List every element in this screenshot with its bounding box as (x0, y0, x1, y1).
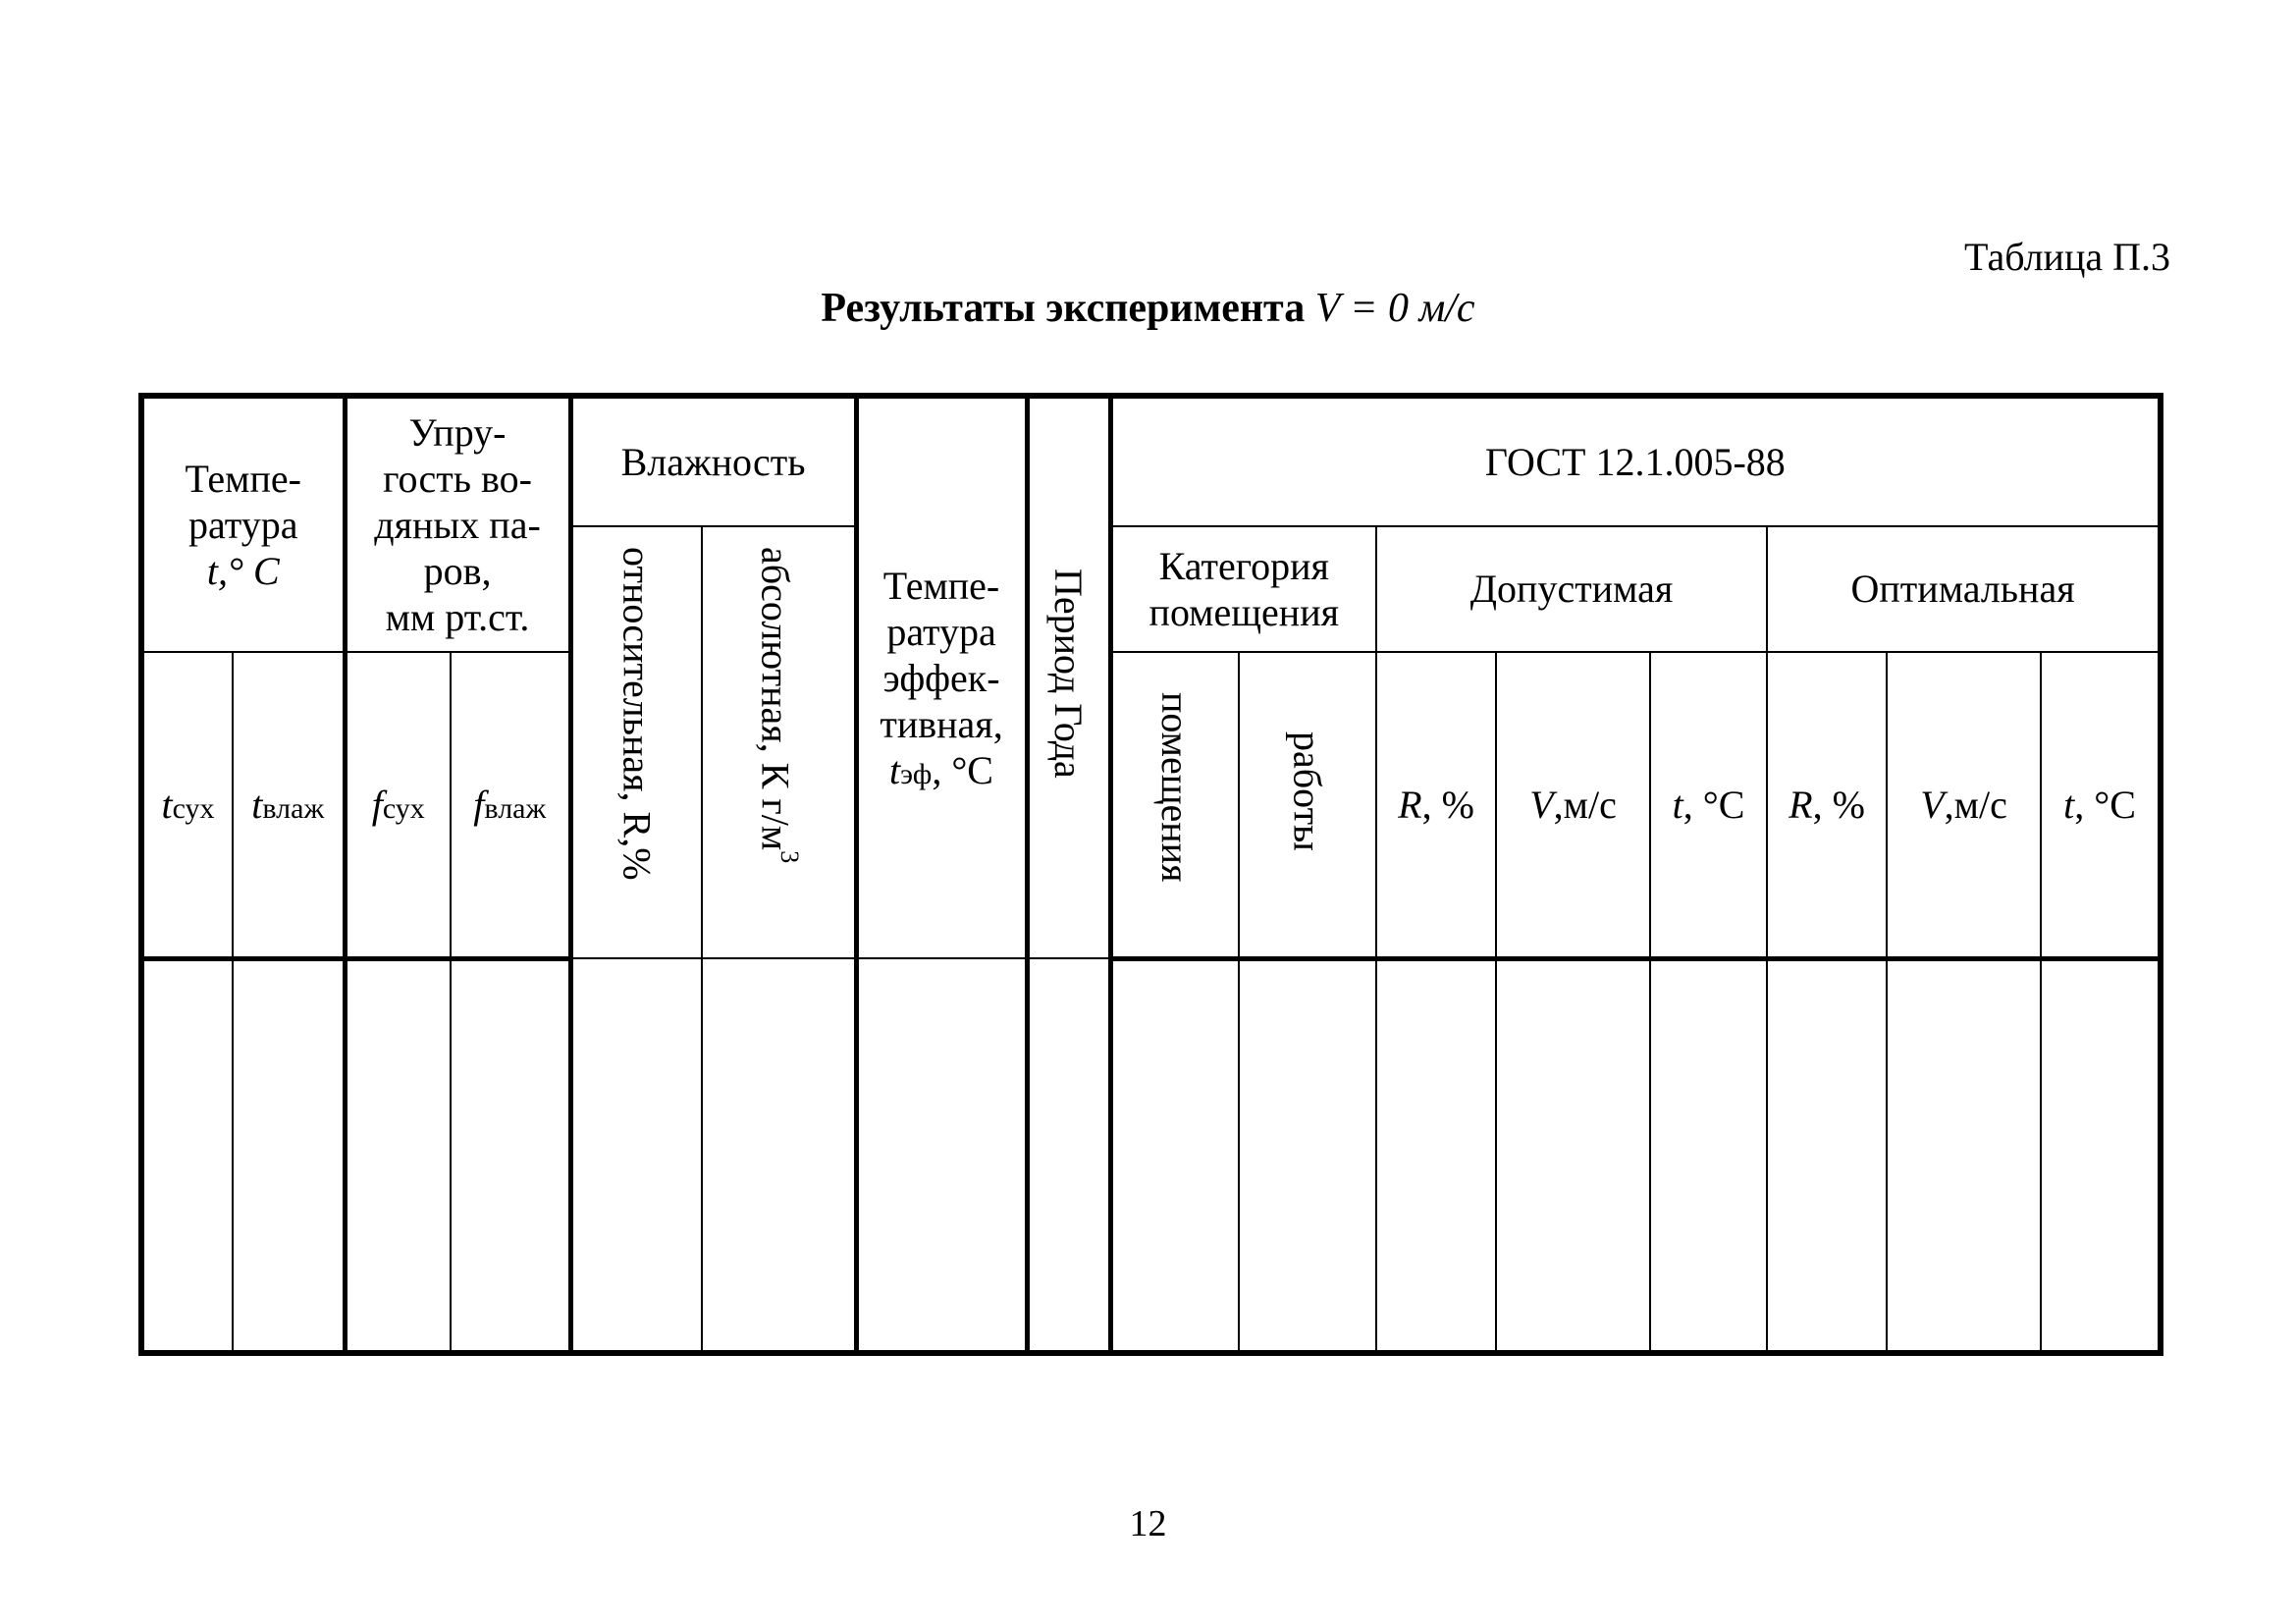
header-vapor-line1: Упру- (408, 409, 507, 455)
opt-t-symbol: t (2063, 782, 2075, 827)
header-permissible-r (1376, 652, 1496, 958)
eff-subscript: эф (900, 758, 933, 791)
header-category (1110, 526, 1376, 652)
f-wet-symbol: f (473, 782, 485, 827)
header-eff-line4: тивная, (880, 702, 1003, 747)
header-category-line1: Категория (1158, 543, 1329, 588)
header-optimal: Оптимальная (1767, 526, 2161, 652)
perm-v-symbol: V (1529, 782, 1554, 827)
table-cell (1650, 958, 1767, 1353)
header-vapor-pressure (345, 396, 570, 652)
header-optimal-t (2041, 652, 2161, 958)
t-dry-subscript: сух (172, 791, 215, 825)
table-cell (451, 958, 570, 1353)
header-category-room (1110, 652, 1239, 958)
table-cell (2041, 958, 2161, 1353)
table-cell (233, 958, 345, 1353)
table-cell (1496, 958, 1650, 1353)
opt-t-unit: , °С (2074, 782, 2136, 827)
humidity-absolute-label: абсолютная, К г/м (753, 547, 798, 851)
header-humidity-relative (570, 526, 702, 958)
eff-unit: , °С (932, 748, 993, 793)
table-cell (141, 958, 233, 1353)
t-wet-subscript: влаж (262, 791, 325, 825)
t-dry-symbol: t (161, 782, 173, 827)
table-title-text: Результаты эксперимента (821, 286, 1306, 331)
header-humidity-absolute (702, 526, 856, 958)
table-cell (1027, 958, 1110, 1353)
header-eff-line3: эффек- (882, 655, 1000, 700)
header-humidity-relative-text: относительная, R,% (614, 547, 660, 881)
table-cell (702, 958, 856, 1353)
header-t-wet (233, 652, 345, 958)
header-category-room-text: помещения (1152, 692, 1198, 883)
header-vapor-line4: ров, (423, 549, 492, 594)
opt-v-unit: ,м/с (1944, 782, 2007, 827)
header-t-dry (141, 652, 233, 958)
opt-r-symbol: R (1789, 782, 1813, 827)
header-optimal-v (1887, 652, 2041, 958)
header-vapor-line3: дяных па- (374, 502, 541, 547)
humidity-absolute-superscript: 3 (775, 850, 805, 864)
f-dry-symbol: f (371, 782, 383, 827)
table-label: Таблица П.3 (1964, 235, 2170, 279)
f-wet-subscript: влаж (484, 791, 547, 825)
header-vapor-line2: гость во- (383, 456, 532, 501)
header-humidity-absolute-text (753, 547, 805, 863)
header-permissible: Допустимая (1376, 526, 1767, 652)
table-cell (1110, 958, 1239, 1353)
table-cell (1239, 958, 1376, 1353)
header-permissible-t (1650, 652, 1767, 958)
perm-r-unit: , % (1421, 782, 1474, 827)
header-period (1027, 396, 1110, 958)
opt-r-unit: , % (1812, 782, 1865, 827)
table-cell (856, 958, 1027, 1353)
perm-v-unit: ,м/с (1553, 782, 1617, 827)
table-cell (570, 958, 702, 1353)
t-wet-symbol: t (251, 782, 263, 827)
opt-v-symbol: V (1920, 782, 1945, 827)
header-temperature (141, 396, 345, 652)
eff-symbol: t (889, 748, 901, 793)
header-eff-unit (859, 747, 1025, 793)
header-optimal-r (1767, 652, 1887, 958)
table-cell (1767, 958, 1887, 1353)
header-temperature-unit: t,° C (206, 549, 280, 594)
table-cell (1887, 958, 2041, 1353)
header-category-work (1239, 652, 1376, 958)
table-cell (1376, 958, 1496, 1353)
perm-t-unit: , °С (1682, 782, 1745, 827)
header-vapor-line5: мм рт.ст. (385, 595, 530, 640)
header-effective-temperature (856, 396, 1027, 958)
header-category-work-text: работы (1285, 731, 1330, 851)
header-gost: ГОСТ 12.1.005-88 (1110, 396, 2161, 526)
perm-r-symbol: R (1398, 782, 1422, 827)
table-row (141, 958, 2161, 1353)
table-cell (345, 958, 451, 1353)
results-table (138, 393, 2163, 1356)
table-title-formula: V = 0 м/с (1314, 286, 1475, 331)
header-eff-line2: ратура (886, 609, 996, 654)
f-dry-subscript: сух (382, 791, 425, 825)
header-temperature-line1: Темпе- (185, 456, 301, 501)
header-permissible-v (1496, 652, 1650, 958)
header-f-dry (345, 652, 451, 958)
header-temperature-line2: ратура (188, 502, 298, 547)
header-eff-line1: Темпе- (882, 563, 1000, 608)
page-number: 12 (1129, 1503, 1167, 1544)
header-f-wet (451, 652, 570, 958)
perm-t-symbol: t (1672, 782, 1683, 827)
table-title (0, 285, 2296, 332)
header-humidity: Влажность (570, 396, 856, 526)
header-category-line2: помещения (1148, 590, 1340, 634)
header-period-text: Период Года (1046, 568, 1092, 779)
